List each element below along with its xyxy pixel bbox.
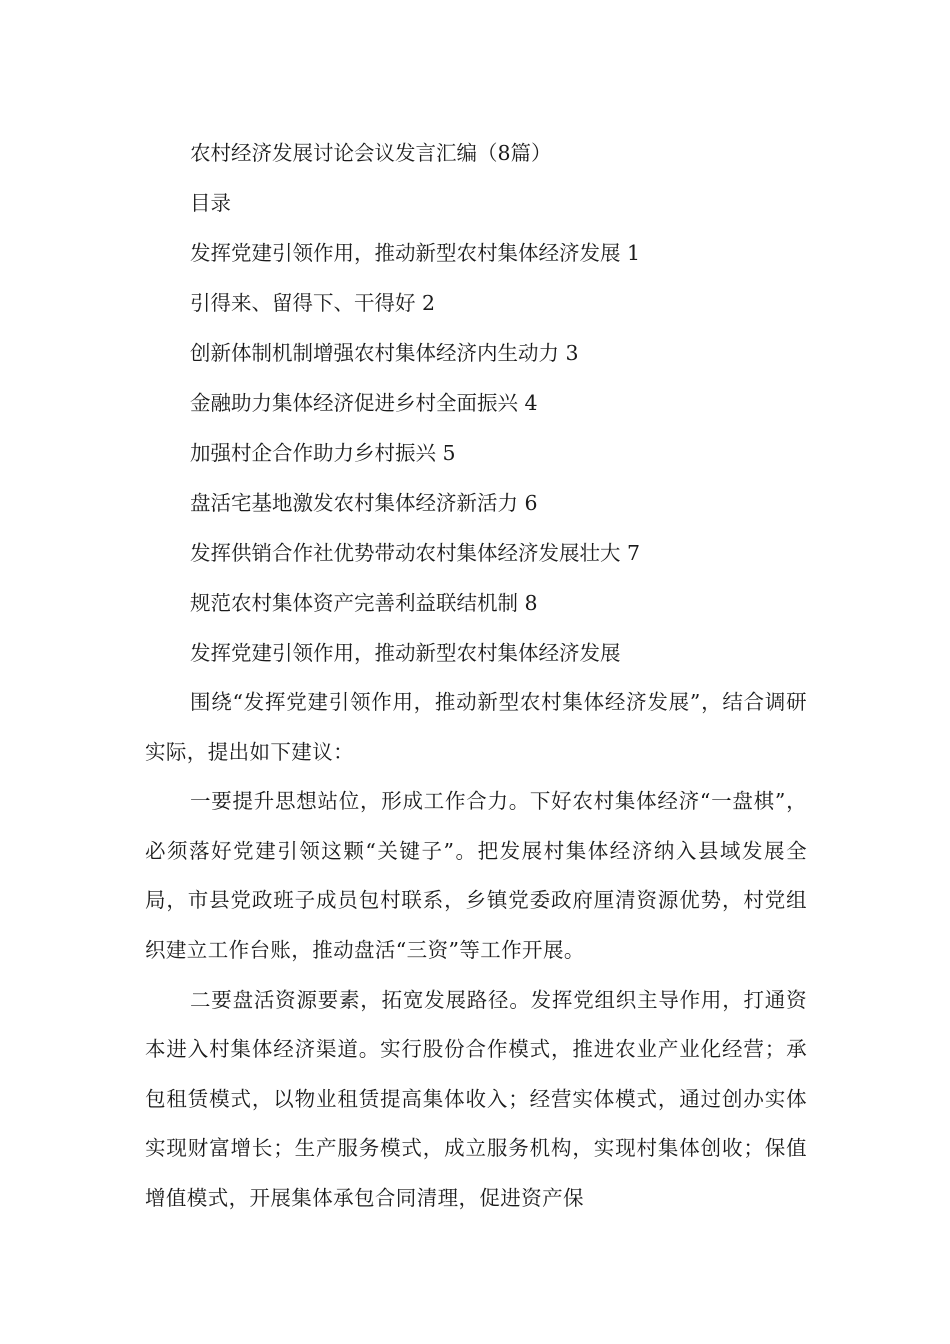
toc-item[interactable]: 发挥供销合作社优势带动农村集体经济发展壮大 7 — [190, 541, 641, 565]
toc-item[interactable]: 规范农村集体资产完善利益联结机制 8 — [190, 591, 538, 615]
document-title: 农村经济发展讨论会议发言汇编（8篇） — [190, 141, 552, 165]
toc-item[interactable]: 发挥党建引领作用，推动新型农村集体经济发展 1 — [190, 241, 641, 265]
body-paragraph: 一要提升思想站位，形成工作合力。下好农村集体经济“一盘棋”，必须落好党建引领这颗“关键子”。把发展村集体经济纳入县域发展全局，市县党政班子成员包村联系，乡镇党委政府厘清资源优势，村党组织建立工作台账，推动盘活“三资”等工作开展。 — [145, 789, 807, 962]
body-paragraph: 二要盘活资源要素，拓宽发展路径。发挥党组织主导作用，打通资本进入村集体经济渠道。实行股份合作模式，推进农业产业化经营；承包租赁模式，以物业租赁提高集体收入；经营实体模式，通过创办实体实现财富增长；生产服务模式，成立服务机构，实现村集体创收；保值增值模式，开展集体承包合同清理，促进资产保 — [145, 987, 807, 1210]
document-page — [145, 128, 807, 1224]
table-of-contents — [145, 228, 807, 628]
section-title: 发挥党建引领作用，推动新型农村集体经济发展 — [190, 641, 621, 665]
toc-item[interactable]: 引得来、留得下、干得好 2 — [190, 291, 436, 315]
body-paragraph: 围绕“发挥党建引领作用，推动新型农村集体经济发展”，结合调研实际，提出如下建议： — [145, 690, 807, 764]
toc-item[interactable]: 创新体制机制增强农村集体经济内生动力 3 — [190, 341, 579, 365]
toc-heading: 目录 — [190, 191, 231, 215]
toc-item[interactable]: 加强村企合作助力乡村振兴 5 — [190, 441, 456, 465]
toc-item[interactable]: 盘活宅基地激发农村集体经济新活力 6 — [190, 491, 538, 515]
toc-item[interactable]: 金融助力集体经济促进乡村全面振兴 4 — [190, 391, 538, 415]
